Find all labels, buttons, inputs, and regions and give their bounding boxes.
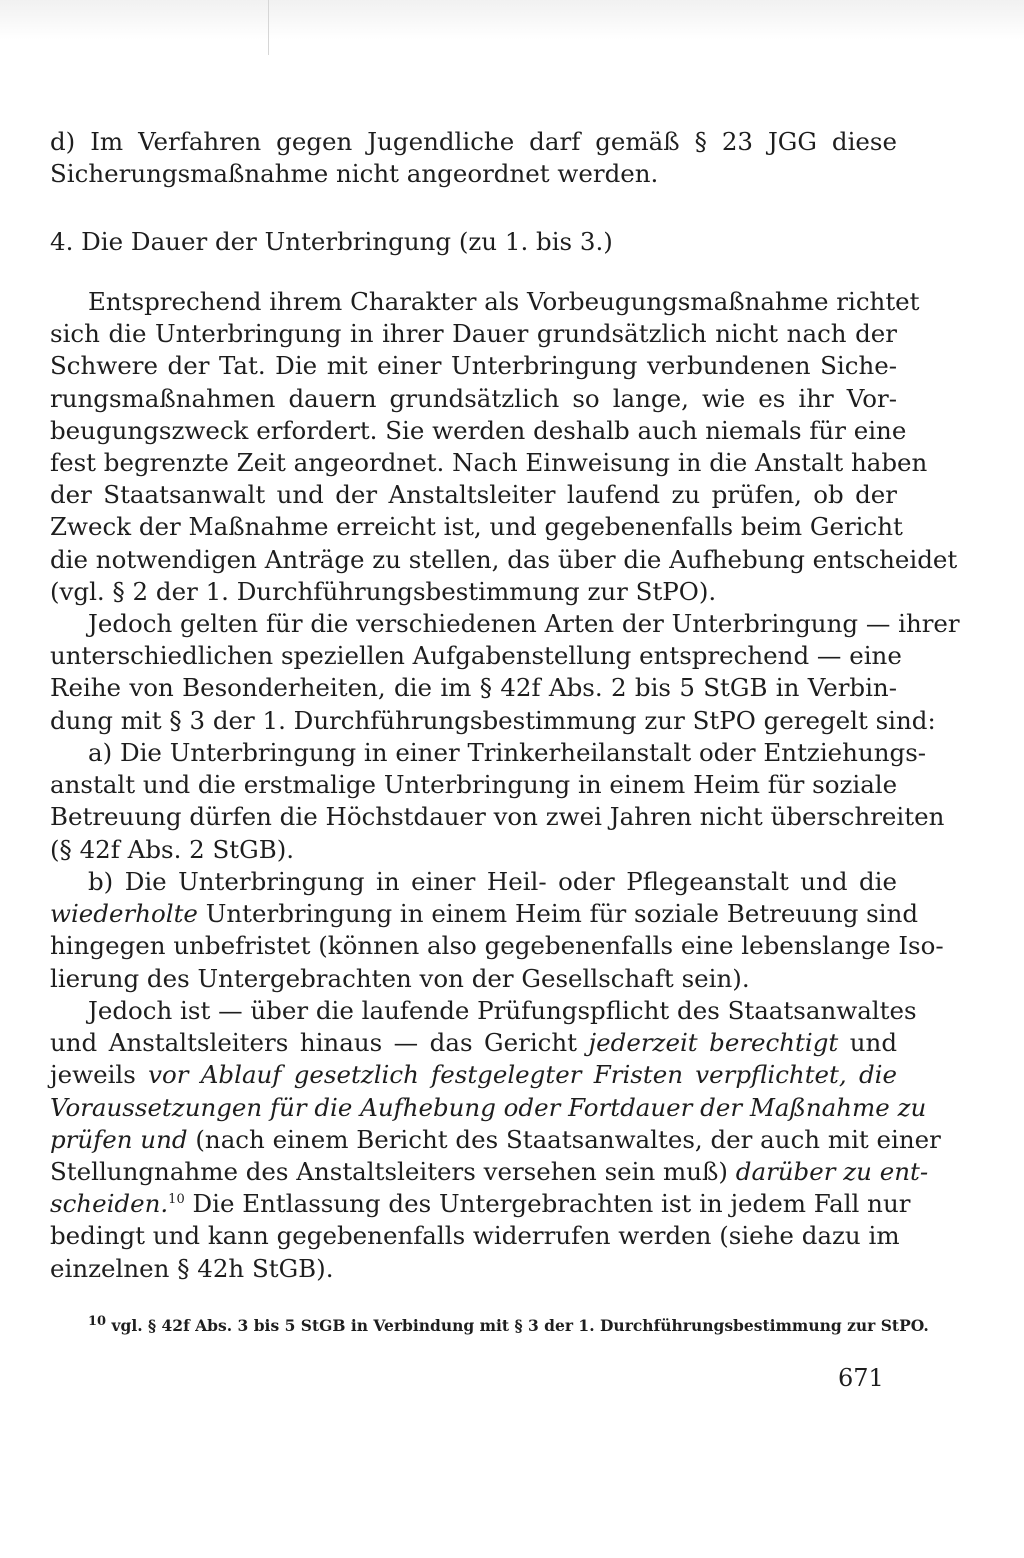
scan-edge-shading bbox=[0, 0, 1024, 40]
footnote-marker: 10 bbox=[88, 1313, 107, 1329]
text-span: Unterbringung in einem Heim für soziale Betreuung sind bbox=[197, 899, 919, 929]
text-line: hingegen unbefristet (können also gegebenenfalls eine lebenslange Iso- bbox=[50, 931, 944, 961]
text-span: Die Entlassung des Untergebrachten ist in jedem Fall nur bbox=[184, 1189, 911, 1219]
footnote-text: vgl. § 42f Abs. 3 bis 5 StGB in Verbindung mit § 3 der 1. Durchführungsbestimmung zur StPO. bbox=[106, 1316, 929, 1335]
text-line: beugungszweck erfordert. Sie werden deshalb auch niemals für eine bbox=[50, 415, 907, 445]
italic-text: prüfen und bbox=[50, 1124, 188, 1154]
text-line: Sicherungsmaßnahme nicht angeordnet werden. bbox=[50, 159, 659, 189]
text-line: b) Die Unterbringung in einer Heil- oder Pflegeanstalt und die bbox=[88, 867, 897, 896]
text-span: (nach einem Bericht des Staatsanwaltes, der auch mit einer bbox=[187, 1124, 941, 1154]
text-line: a) Die Unterbringung in einer Trinkerheilanstalt oder Entziehungs- bbox=[88, 738, 927, 767]
text-line: Betreuung dürfen die Höchstdauer von zwei Jahren nicht überschreiten bbox=[50, 802, 945, 832]
paragraph-d bbox=[50, 126, 897, 190]
paragraph-b bbox=[50, 866, 944, 995]
text-span: und bbox=[838, 1028, 898, 1058]
text-line: Jedoch ist — über die laufende Prüfungspflicht des Staatsanwaltes bbox=[88, 996, 917, 1025]
text-line: lierung des Untergebrachten von der Gesellschaft sein). bbox=[50, 963, 750, 993]
text-line: anstalt und die erstmalige Unterbringung in einem Heim für soziale bbox=[50, 770, 898, 800]
italic-text: scheiden. bbox=[50, 1189, 169, 1219]
text-line: Reihe von Besonderheiten, die im § 42f Abs. 2 bis 5 StGB in Verbin- bbox=[50, 673, 897, 703]
paragraph-a bbox=[50, 737, 945, 866]
text-line: bedingt und kann gegebenenfalls widerrufen werden (siehe dazu im bbox=[50, 1221, 900, 1251]
text-line: unterschiedlichen speziellen Aufgabenstellung entsprechend — eine bbox=[50, 641, 902, 671]
text-line: (vgl. § 2 der 1. Durchführungsbestimmung zur StPO). bbox=[50, 576, 717, 606]
text-span: Stellungnahme des Anstaltsleiters versehen sein muß) bbox=[50, 1156, 736, 1186]
text-line bbox=[50, 1059, 897, 1091]
text-line bbox=[50, 1092, 927, 1124]
text-line: fest begrenzte Zeit angeordnet. Nach Einweisung in die Anstalt haben bbox=[50, 447, 928, 477]
text-line bbox=[50, 1156, 929, 1188]
italic-text: jederzeit berechtigt bbox=[588, 1028, 839, 1058]
gutter-line bbox=[268, 0, 269, 55]
text-line: der Staatsanwalt und der Anstaltsleiter laufend zu prüfen, ob der bbox=[50, 480, 897, 510]
paragraph-3 bbox=[50, 995, 941, 1285]
footnote bbox=[88, 1313, 929, 1335]
italic-text: Voraussetzungen für die Aufhebung oder Fortdauer der Maßnahme zu bbox=[50, 1092, 927, 1122]
paragraph-1 bbox=[50, 286, 958, 608]
text-line: Schwere der Tat. Die mit einer Unterbringung verbundenen Siche- bbox=[50, 351, 897, 381]
italic-text: darüber zu ent- bbox=[735, 1156, 929, 1186]
page-number: 671 bbox=[838, 1364, 884, 1392]
text-line: dung mit § 3 der 1. Durchführungsbestimmung zur StPO geregelt sind: bbox=[50, 705, 936, 735]
text-line bbox=[50, 1027, 897, 1059]
text-line: Entsprechend ihrem Charakter als Vorbeugungsmaßnahme richtet bbox=[88, 287, 920, 316]
text-span: jeweils bbox=[50, 1060, 149, 1090]
text-line: die notwendigen Anträge zu stellen, das über die Aufhebung entscheidet bbox=[50, 544, 958, 574]
text-line: rungsmaßnahmen dauern grundsätzlich so lange, wie es ihr Vor- bbox=[50, 383, 897, 413]
text-line: d) Im Verfahren gegen Jugendliche darf gemäß § 23 JGG diese bbox=[50, 127, 897, 156]
italic-text: vor Ablauf gesetzlich festgelegter Fristen verpflichtet, die bbox=[148, 1060, 897, 1090]
text-line: (§ 42f Abs. 2 StGB). bbox=[50, 834, 295, 864]
section-heading: 4. Die Dauer der Unterbringung (zu 1. bis 3.) bbox=[50, 227, 613, 256]
text-line: sich die Unterbringung in ihrer Dauer grundsätzlich nicht nach der bbox=[50, 319, 897, 349]
text-span: und Anstaltsleiters hinaus — das Gericht bbox=[50, 1028, 589, 1058]
italic-text: wiederholte bbox=[50, 899, 198, 929]
text-line bbox=[50, 1188, 911, 1220]
text-line: einzelnen § 42h StGB). bbox=[50, 1253, 334, 1283]
text-line: Jedoch gelten für die verschiedenen Arten der Unterbringung — ihrer bbox=[88, 609, 960, 638]
text-line bbox=[50, 898, 919, 930]
text-line: Zweck der Maßnahme erreicht ist, und gegebenenfalls beim Gericht bbox=[50, 512, 903, 542]
text-line bbox=[50, 1124, 941, 1156]
paragraph-2 bbox=[50, 608, 960, 737]
footnote-reference: 10 bbox=[168, 1191, 185, 1207]
